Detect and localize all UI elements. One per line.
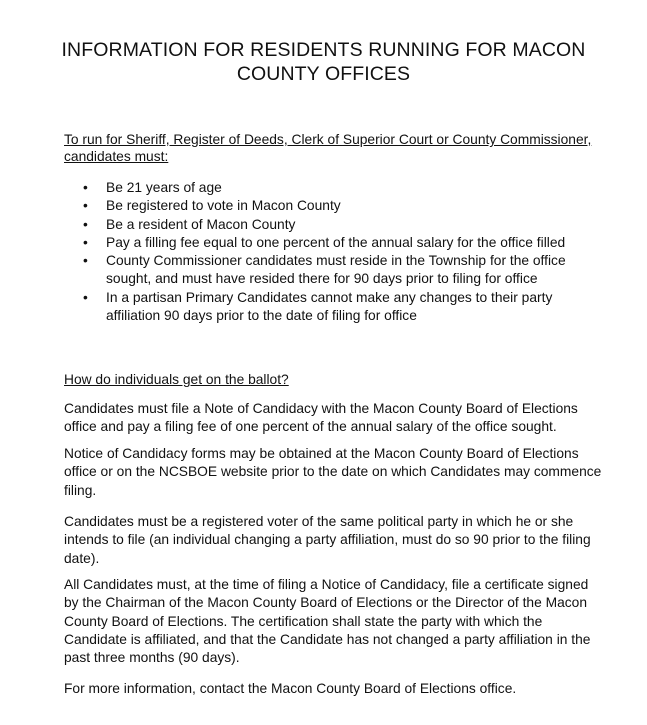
paragraph-filing: Candidates must file a Note of Candidacy with the Macon County Board of Elections office and pay a filing fee of one percent of the annual salary of the office sought. xyxy=(64,401,578,435)
list-item: • Be a resident of Macon County xyxy=(106,216,606,234)
paragraph-contact: For more information, contact the Macon County Board of Elections office. xyxy=(64,681,517,696)
paragraph-certificate: All Candidates must, at the time of filing a Notice of Candidacy, file a certificate signed by the Chairman of the Macon County Board of Elections or the Director of the Macon County Board of Elections. The certification shall state the party with which the Candidate is affiliated, and that the Candidate has not changed a party affiliation in the past three months (90 days). xyxy=(64,577,591,666)
ballot-heading: How do individuals get on the ballot? xyxy=(64,372,289,387)
list-item: • In a partisan Primary Candidates cannot make any changes to their party affiliation 90 days prior to the date of filing for office xyxy=(106,289,606,326)
list-item: • Pay a filling fee equal to one percent of the annual salary for the office filled xyxy=(106,234,606,252)
list-item: • Be registered to vote in Macon County xyxy=(106,197,606,215)
list-item: • Be 21 years of age xyxy=(106,179,606,197)
list-item: • County Commissioner candidates must reside in the Township for the office sought, and must have resided there for 90 days prior to filing for office xyxy=(106,252,606,289)
eligibility-heading: To run for Sheriff, Register of Deeds, Clerk of Superior Court or County Commissioner, candidates must: xyxy=(64,132,592,164)
paragraph-forms: Notice of Candidacy forms may be obtained at the Macon County Board of Elections office or on the NCSBOE website prior to the date on which Candidates may commence filing. xyxy=(64,446,602,498)
page-title: INFORMATION FOR RESIDENTS RUNNING FOR MACON COUNTY OFFICES xyxy=(61,39,586,85)
requirements-list xyxy=(64,179,606,325)
paragraph-party: Candidates must be a registered voter of the same political party in which he or she intends to file (an individual changing a party affiliation, must do so 90 prior to the filing date). xyxy=(64,514,591,566)
